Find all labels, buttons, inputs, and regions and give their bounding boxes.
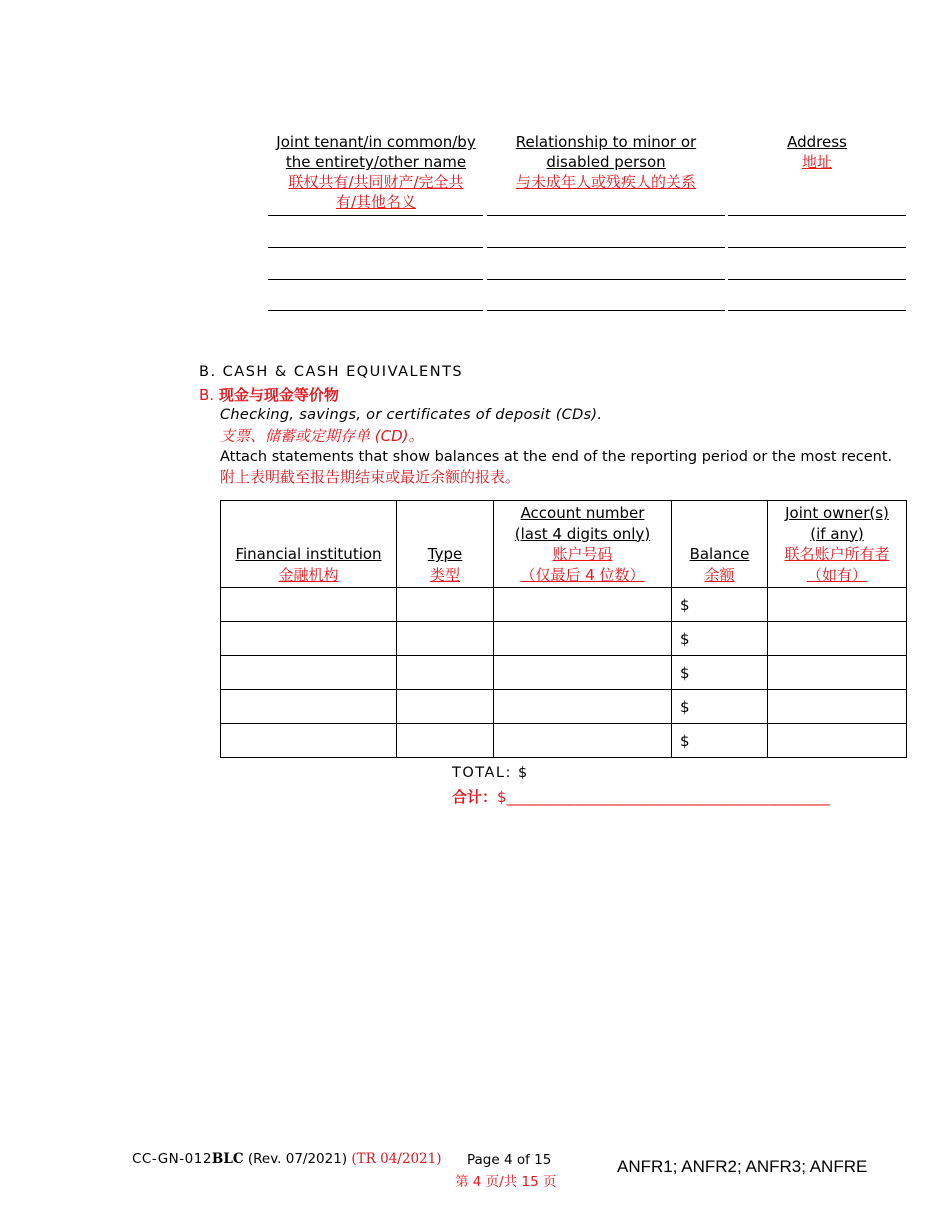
type-cell[interactable] xyxy=(397,656,494,690)
joint-owner-cell[interactable] xyxy=(768,622,907,656)
institution-cell[interactable] xyxy=(221,588,397,622)
relationship-line-3[interactable] xyxy=(487,279,725,280)
header-balance xyxy=(672,501,768,588)
total-dollar-zh: $ xyxy=(497,788,507,806)
table-row xyxy=(221,588,907,622)
page-number-en: Page 4 of 15 xyxy=(467,1152,552,1168)
section-b-desc-en: Checking, savings, or certificates of deposit (CDs). xyxy=(220,407,603,423)
relationship-header-zh-1: 与未成年人或残疾人的关系 xyxy=(515,173,696,191)
account-number-cell[interactable] xyxy=(494,656,672,690)
joint-tenant-header-zh-2: 有/其他名义 xyxy=(335,193,417,211)
balance-cell[interactable] xyxy=(672,724,768,758)
header-type xyxy=(397,501,494,588)
type-cell[interactable] xyxy=(397,588,494,622)
total-label-en: TOTAL: $ xyxy=(452,765,529,781)
form-translation-date: (TR 04/2021) xyxy=(351,1151,442,1167)
type-cell[interactable] xyxy=(397,622,494,656)
balance-cell[interactable] xyxy=(672,622,768,656)
balance-cell[interactable] xyxy=(672,588,768,622)
address-line-3[interactable] xyxy=(728,279,906,280)
header-financial-institution xyxy=(221,501,397,588)
section-b-attach-zh: 附上表明截至报告期结束或最近余额的报表。 xyxy=(220,468,521,486)
table-row xyxy=(221,622,907,656)
header-financial-institution-en: Financial institution xyxy=(235,545,382,563)
account-number-cell[interactable] xyxy=(494,622,672,656)
relationship-line-2[interactable] xyxy=(487,247,725,248)
joint-owner-cell[interactable] xyxy=(768,656,907,690)
account-number-cell[interactable] xyxy=(494,724,672,758)
header-balance-zh: 余额 xyxy=(704,565,735,584)
address-header-zh-1: 地址 xyxy=(801,153,832,171)
total-blank-line[interactable]: __________________________________________ xyxy=(506,788,830,806)
form-revision: (Rev. 07/2021) xyxy=(247,1151,348,1167)
relationship-header-en-2: disabled person xyxy=(546,153,666,171)
type-cell[interactable] xyxy=(397,690,494,724)
header-account-number-en-1: Account number xyxy=(520,504,645,522)
header-type-en: Type xyxy=(427,545,463,563)
section-b-label-en: B. xyxy=(199,364,217,380)
header-balance-en: Balance xyxy=(689,545,750,563)
currency-symbol: $ xyxy=(680,629,690,648)
currency-symbol: $ xyxy=(680,595,690,614)
joint-tenant-header-zh-1: 联权共有/共同财产/完全共 xyxy=(288,173,464,191)
header-joint-owners-en-1: Joint owner(s) xyxy=(785,504,889,522)
relationship-header xyxy=(486,132,726,192)
form-codes: ANFR1; ANFR2; ANFR3; ANFRE xyxy=(617,1157,868,1176)
currency-symbol: $ xyxy=(680,731,690,750)
institution-cell[interactable] xyxy=(221,656,397,690)
relationship-header-en-1: Relationship to minor or xyxy=(515,133,697,151)
total-label-zh: 合计： xyxy=(452,788,498,806)
currency-symbol: $ xyxy=(680,663,690,682)
address-line-4[interactable] xyxy=(728,310,906,311)
section-b-label-zh: B. xyxy=(199,386,215,404)
section-b-attach-en: Attach statements that show balances at the end of the reporting period or the most recent. xyxy=(220,449,893,465)
section-b-title-en xyxy=(199,364,463,380)
table-row xyxy=(221,656,907,690)
balance-cell[interactable] xyxy=(672,690,768,724)
joint-tenant-header-en-1: Joint tenant/in common/by xyxy=(276,133,476,151)
joint-owner-cell[interactable] xyxy=(768,588,907,622)
header-financial-institution-zh: 金融机构 xyxy=(278,565,339,584)
header-type-zh: 类型 xyxy=(429,565,460,584)
total-zh[interactable] xyxy=(452,786,830,807)
joint-owner-cell[interactable] xyxy=(768,690,907,724)
table-header-row xyxy=(221,501,907,588)
currency-symbol: $ xyxy=(680,697,690,716)
header-joint-owners-zh-2: （如有） xyxy=(806,565,867,584)
joint-owner-cell[interactable] xyxy=(768,724,907,758)
section-b-desc-zh: 支票、储蓄或定期存单 (CD)。 xyxy=(220,427,424,445)
balance-cell[interactable] xyxy=(672,656,768,690)
joint-tenant-line-3[interactable] xyxy=(268,279,483,280)
account-number-cell[interactable] xyxy=(494,588,672,622)
address-line-1[interactable] xyxy=(728,215,906,216)
joint-tenant-header xyxy=(268,132,484,212)
table-row xyxy=(221,724,907,758)
joint-tenant-header-en-2: the entirety/other name xyxy=(285,153,467,171)
joint-tenant-line-1[interactable] xyxy=(268,215,483,216)
institution-cell[interactable] xyxy=(221,622,397,656)
relationship-line-4[interactable] xyxy=(487,310,725,311)
header-account-number-zh-2: （仅最后 4 位数） xyxy=(520,565,645,584)
account-number-cell[interactable] xyxy=(494,690,672,724)
form-code: CC-GN-012 xyxy=(132,1151,212,1167)
section-b-heading-zh: 现金与现金等价物 xyxy=(218,386,339,404)
address-header xyxy=(728,132,906,172)
table-row xyxy=(221,690,907,724)
joint-tenant-line-4[interactable] xyxy=(268,310,483,311)
financial-accounts-table xyxy=(220,500,907,758)
header-account-number-zh-1: 账户号码 xyxy=(552,545,613,563)
header-account-number-en-2: (last 4 digits only) xyxy=(514,524,651,543)
header-account-number xyxy=(494,501,672,588)
section-b-title-zh xyxy=(199,384,339,405)
relationship-line-1[interactable] xyxy=(487,215,725,216)
type-cell[interactable] xyxy=(397,724,494,758)
address-line-2[interactable] xyxy=(728,247,906,248)
form-code-bold: BLC xyxy=(211,1151,244,1167)
joint-tenant-line-2[interactable] xyxy=(268,247,483,248)
header-joint-owners-zh-1: 联名账户所有者 xyxy=(784,545,890,563)
page-number-zh: 第 4 页/共 15 页 xyxy=(455,1174,557,1190)
header-joint-owners-en-2: (if any) xyxy=(810,524,864,543)
form-id xyxy=(132,1151,441,1167)
institution-cell[interactable] xyxy=(221,724,397,758)
institution-cell[interactable] xyxy=(221,690,397,724)
section-b-heading-en: CASH & CASH EQUIVALENTS xyxy=(222,364,464,380)
header-joint-owners xyxy=(768,501,907,588)
address-header-en-1: Address xyxy=(787,133,847,151)
